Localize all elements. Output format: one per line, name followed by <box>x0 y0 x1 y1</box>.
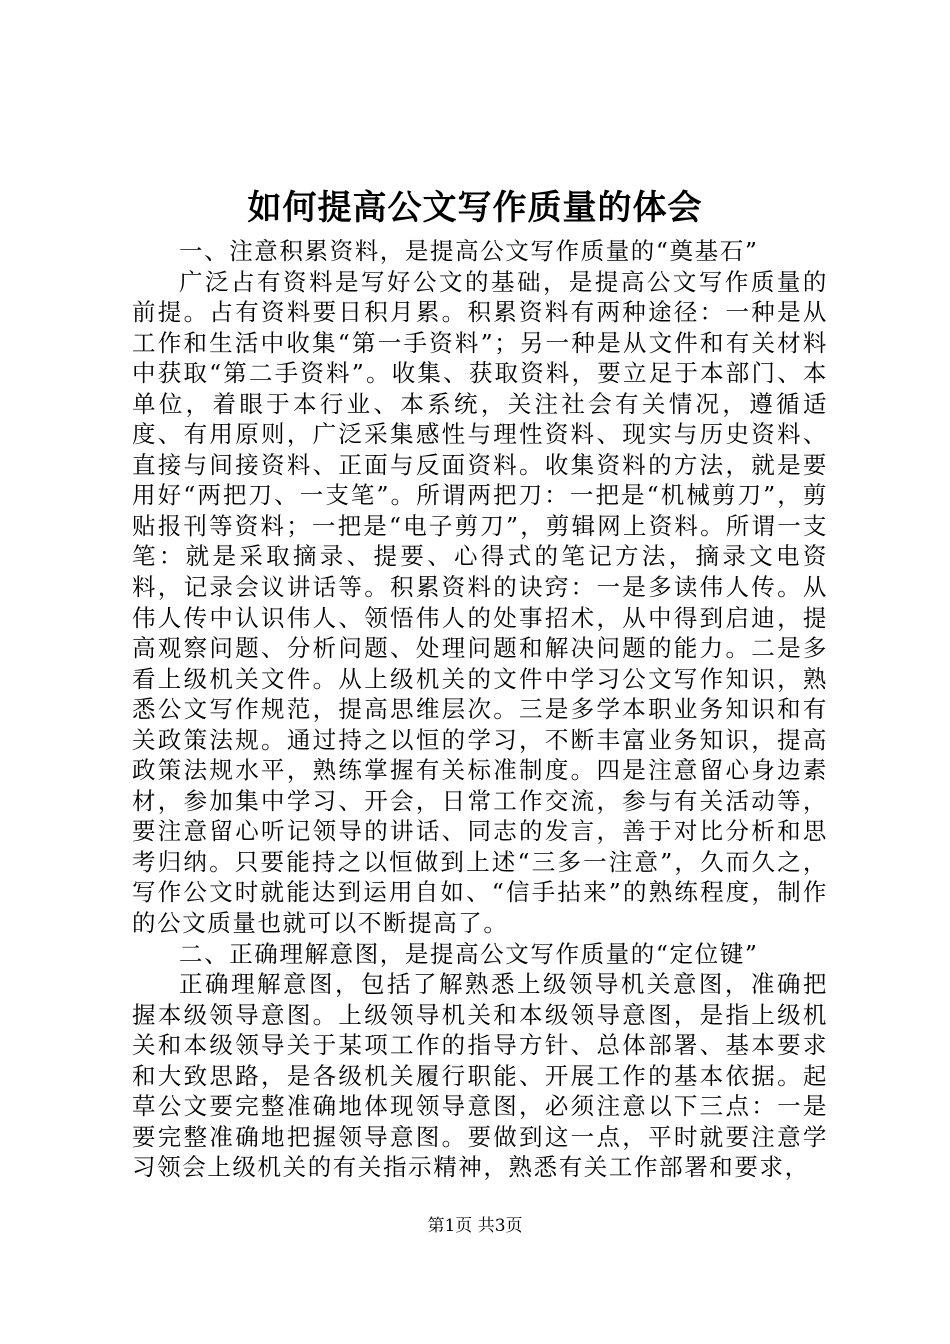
section-paragraph-1: 广泛占有资料是写好公文的基础，是提高公文写作质量的前提。占有资料要日积月累。积累资料有两种途径：一种是从工作和生活中收集“第一手资料”；另一种是从文件和有关材料中获取“第二手资料”。收集、获取资料，要立足于本部门、本单位，着眼于本行业、本系统，关注社会有关情况，遵循适度、有用原则，广泛采集感性与理性资料、现实与历史资料、直接与间接资料、正面与反面资料。收集资料的方法，就是要用好“两把刀、一支笔”。所谓两把刀：一把是“机械剪刀”，剪贴报刊等资料；一把是“电子剪刀”，剪辑网上资料。所谓一支笔：就是采取摘录、提要、心得式的笔记方法，摘录文电资料，记录会议讲话等。积累资料的诀窍：一是多读伟人传。从伟人传中认识伟人、领悟伟人的处事招术，从中得到启迪，提高观察问题、分析问题、处理问题和解决问题的能力。二是多看上级机关文件。从上级机关的文件中学习公文写作知识，熟悉公文写作规范，提高思维层次。三是多学本职业务知识和有关政策法规。通过持之以恒的学习，不断丰富业务知识，提高政策法规水平，熟练掌握有关标准制度。四是注意留心身边素材，参加集中学习、开会，日常工作交流，参与有关活动等，要注意留心听记领导的讲话、同志的发言，善于对比分析和思考归纳。只要能持之以恒做到上述“三多一注意”，久而久之，写作公文时就能达到运用自如、“信手拈来”的熟练程度，制作的公文质量也就可以不断提高了。 <box>132 267 828 938</box>
section-heading-2: 二、正确理解意图，是提高公文写作质量的“定位键” <box>179 939 759 968</box>
page-footer: 第1页 共3页 <box>427 1216 523 1236</box>
section-paragraph-2: 正确理解意图，包括了解熟悉上级领导机关意图，准确把握本级领导意图。上级领导机关和本级领导意图，是指上级机关和本级领导关于某项工作的指导方针、总体部署、基本要求和大致思路，是各级机关履行职能、开展工作的基本依据。起草公文要完整准确地体现领导意图，必须注意以下三点：一是要完整准确地把握领导意图。要做到这一点，平时就要注意学习领会上级机关的有关指示精神，熟悉有关工作部署和要求， <box>132 970 828 1182</box>
document-body <box>132 236 828 1183</box>
document-title: 如何提高公文写作质量的体会 <box>247 188 703 228</box>
section-heading-1: 一、注意积累资料，是提高公文写作质量的“奠基石” <box>179 237 759 265</box>
